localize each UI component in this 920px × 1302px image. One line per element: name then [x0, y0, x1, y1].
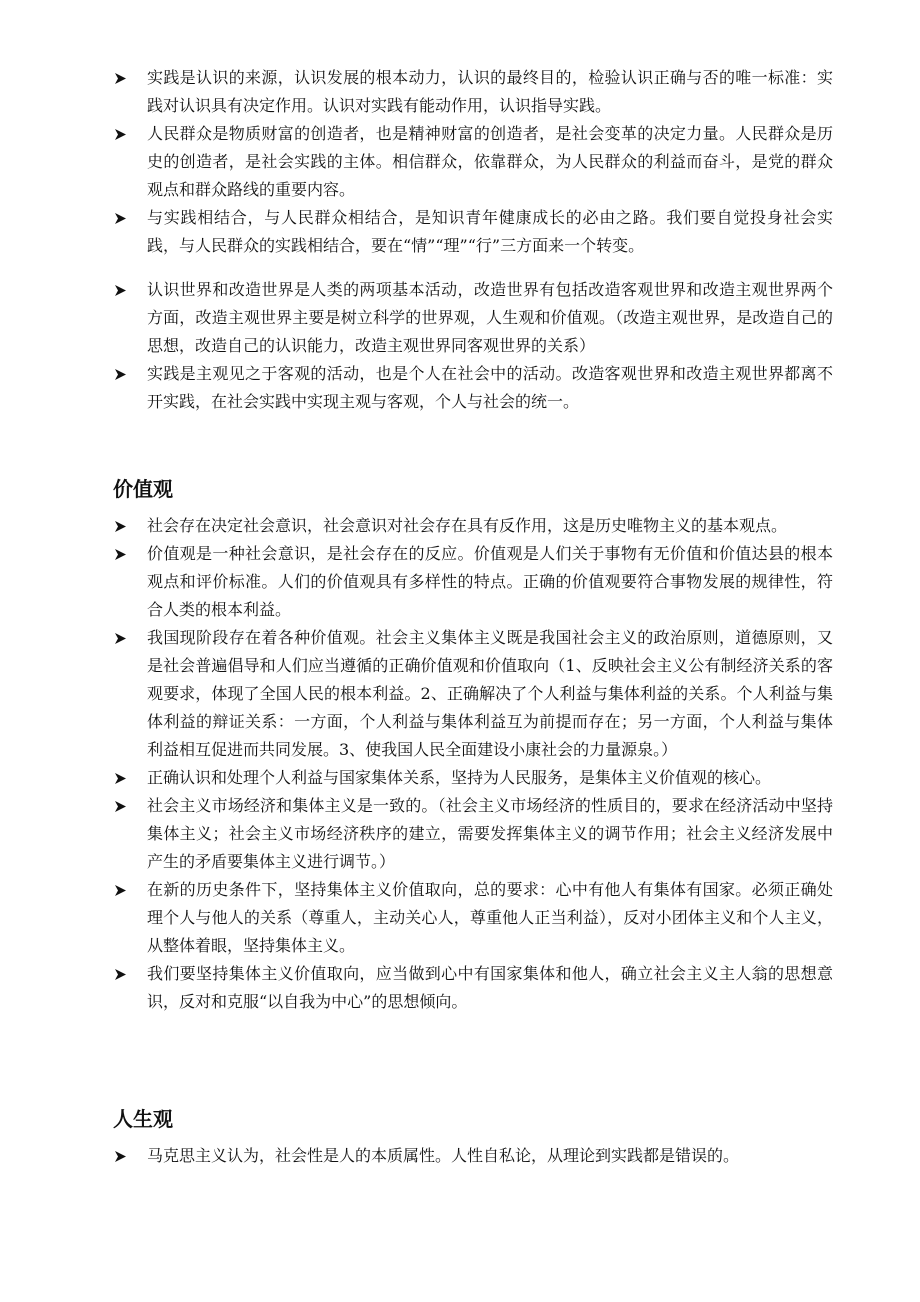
arrow-bullet-icon — [113, 276, 133, 304]
arrow-bullet-icon — [113, 624, 133, 652]
list-item: 马克思主义认为，社会性是人的本质属性。人性自私论，从理论到实践都是错误的。 — [113, 1142, 833, 1170]
arrow-bullet-icon — [113, 792, 133, 820]
list-item: 人民群众是物质财富的创造者，也是精神财富的创造者，是社会变革的决定力量。人民群众是历史的创造者，是社会实践的主体。相信群众，依靠群众，为人民群众的利益而奋斗，是党的群众观点和群众路线的重要内容。 — [113, 120, 833, 204]
arrow-bullet-icon — [113, 512, 133, 540]
list-item: 社会存在决定社会意识，社会意识对社会存在具有反作用，这是历史唯物主义的基本观点。 — [113, 512, 833, 540]
values-list — [113, 512, 833, 1016]
list-item: 认识世界和改造世界是人类的两项基本活动，改造世界有包括改造客观世界和改造主观世界两个方面，改造主观世界主要是树立科学的世界观，人生观和价值观。（改造主观世界，是改造自己的思想，改造自己的认识能力，改造主观世界同客观世界的关系） — [113, 276, 833, 360]
list-item: 我国现阶段存在着各种价值观。社会主义集体主义既是我国社会主义的政治原则，道德原则，又是社会普遍倡导和人们应当遵循的正确价值观和价值取向（1、反映社会主义公有制经济关系的客观要求，体现了全国人民的根本利益。2、正确解决了个人利益与集体利益的关系。个人利益与集体利益的辩证关系：一方面，个人利益与集体利益互为前提而存在；另一方面，个人利益与集体利益相互促进而共同发展。3、使我国人民全面建设小康社会的力量源泉。） — [113, 624, 833, 764]
arrow-bullet-icon — [113, 960, 133, 988]
list-item: 正确认识和处理个人利益与国家集体关系，坚持为人民服务，是集体主义价值观的核心。 — [113, 764, 833, 792]
list-item: 我们要坚持集体主义价值取向，应当做到心中有国家集体和他人，确立社会主义主人翁的思想意识，反对和克服“以自我为中心”的思想倾向。 — [113, 960, 833, 1016]
arrow-bullet-icon — [113, 120, 133, 148]
arrow-bullet-icon — [113, 764, 133, 792]
arrow-bullet-icon — [113, 540, 133, 568]
arrow-bullet-icon — [113, 876, 133, 904]
list-item: 在新的历史条件下，坚持集体主义价值取向，总的要求：心中有他人有集体有国家。必须正确处理个人与他人的关系（尊重人，主动关心人，尊重他人正当利益），反对小团体主义和个人主义，从整体着眼，坚持集体主义。 — [113, 876, 833, 960]
values-heading: 价值观 — [113, 477, 173, 501]
list-item: 实践是主观见之于客观的活动，也是个人在社会中的活动。改造客观世界和改造主观世界都离不开实践，在社会实践中实现主观与客观，个人与社会的统一。 — [113, 360, 833, 416]
life-view-list — [113, 1142, 833, 1170]
world-transform-list — [113, 276, 833, 416]
arrow-bullet-icon — [113, 64, 133, 92]
list-item: 价值观是一种社会意识，是社会存在的反应。价值观是人们关于事物有无价值和价值达县的根本观点和评价标准。人们的价值观具有多样性的特点。正确的价值观要符合事物发展的规律性，符合人类的根本利益。 — [113, 540, 833, 624]
practice-list — [113, 64, 833, 260]
arrow-bullet-icon — [113, 360, 133, 388]
life-view-heading: 人生观 — [113, 1107, 173, 1131]
list-item: 与实践相结合，与人民群众相结合，是知识青年健康成长的必由之路。我们要自觉投身社会实践，与人民群众的实践相结合，要在“情”“理”“行”三方面来一个转变。 — [113, 204, 833, 260]
arrow-bullet-icon — [113, 204, 133, 232]
list-item: 社会主义市场经济和集体主义是一致的。（社会主义市场经济的性质目的，要求在经济活动中坚持集体主义；社会主义市场经济秩序的建立，需要发挥集体主义的调节作用；社会主义经济发展中产生的矛盾要集体主义进行调节。） — [113, 792, 833, 876]
arrow-bullet-icon — [113, 1142, 133, 1170]
list-item: 实践是认识的来源，认识发展的根本动力，认识的最终目的，检验认识正确与否的唯一标准：实践对认识具有决定作用。认识对实践有能动作用，认识指导实践。 — [113, 64, 833, 120]
